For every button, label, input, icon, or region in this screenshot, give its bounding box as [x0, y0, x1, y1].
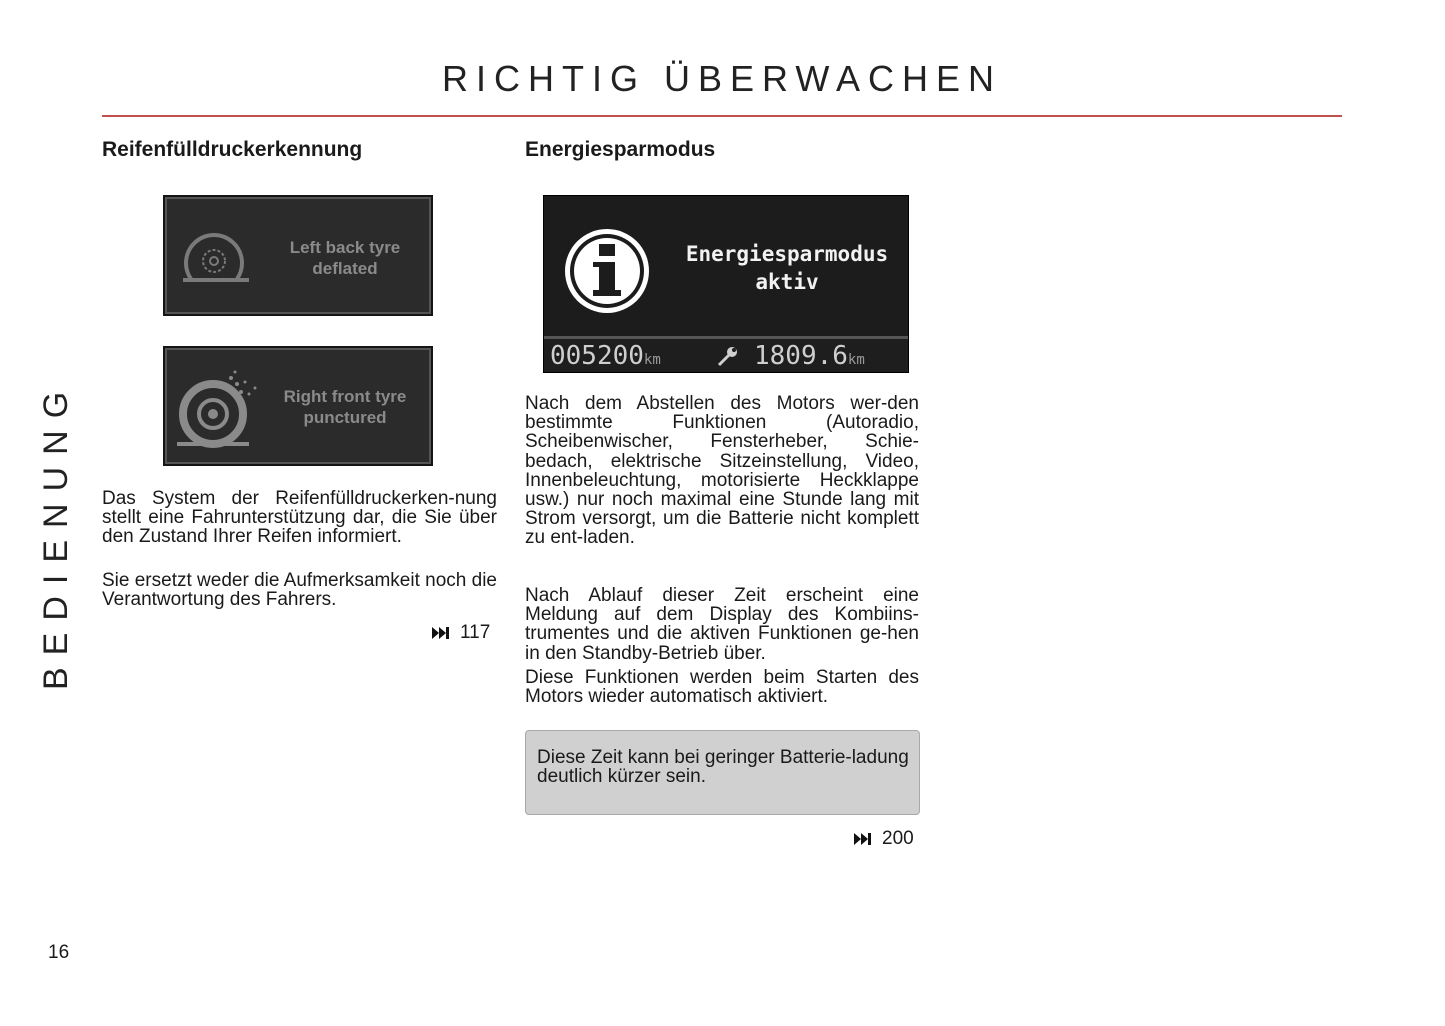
page-number: 16 — [48, 942, 70, 963]
tyre-deflated-icon — [181, 229, 251, 285]
energy-mode-line1: Energiesparmodus — [685, 242, 889, 266]
display-message-area — [544, 196, 908, 336]
service-distance-readout — [754, 342, 865, 370]
energy-mode-message — [672, 240, 902, 296]
service-distance-value: 1809.6 — [754, 341, 848, 371]
skip-forward-icon — [854, 833, 872, 845]
energy-mode-display — [543, 195, 909, 373]
tyre-deflated-line2: deflated — [312, 259, 378, 278]
odometer-value: 005200 — [550, 341, 644, 371]
service-distance-unit: km — [847, 352, 865, 368]
energy-saving-heading: Energiesparmodus — [525, 138, 716, 161]
tyre-page-reference[interactable] — [432, 622, 490, 644]
tyre-deflated-message — [265, 237, 425, 279]
tyre-punctured-message — [265, 386, 425, 428]
energy-functions-paragraph: Nach dem Abstellen des Motors wer-den bestimmte Funktionen (Autoradio, Scheibenwischer, Fensterheber, Schie-bedach, elektrische Sitzeinstellung, Video, Innenbeleuchtung, motorisierte Heckklappe usw.) nur noch maximal eine Stunde lang mit Strom versorgt, um die Batterie nicht komplett zu ent-laden. — [525, 393, 919, 549]
energy-reference-number: 200 — [882, 828, 914, 849]
info-icon — [562, 226, 652, 316]
battery-note-box — [525, 730, 920, 815]
tyre-deflated-line1: Left back tyre — [289, 238, 401, 257]
energy-restart-paragraph: Diese Funktionen werden beim Starten des Motors wieder automatisch aktiviert. — [525, 667, 919, 708]
tyre-punctured-screen — [163, 346, 433, 466]
odometer-unit: km — [643, 352, 661, 368]
side-section-label: BEDIENUNG — [37, 379, 75, 690]
wrench-icon — [716, 346, 738, 368]
tyre-reference-number: 117 — [460, 622, 491, 643]
battery-note-text: Diese Zeit kann bei geringer Batterie-ladung deutlich kürzer sein. — [537, 747, 909, 788]
tyre-punctured-line2: punctured — [303, 408, 387, 427]
title-divider — [102, 115, 1342, 117]
energy-standby-paragraph: Nach Ablauf dieser Zeit erscheint eine Meldung auf dem Display des Kombiins-trumentes und die aktiven Funktionen ge-hen in den Standby-Betrieb über. — [525, 585, 919, 664]
tyre-deflated-screen — [163, 195, 433, 316]
display-divider — [544, 336, 908, 339]
tyre-system-paragraph: Das System der Reifenfülldruckerken-nung stellt eine Fahrunterstützung dar, die Sie über den Zustand Ihrer Reifen informiert. — [102, 488, 497, 548]
energy-page-reference[interactable] — [854, 828, 914, 850]
page-title: RICHTIG ÜBERWACHEN — [441, 58, 1003, 99]
odometer-readout — [550, 342, 661, 370]
tyre-punctured-line1: Right front tyre — [283, 387, 407, 406]
energy-mode-line2: aktiv — [755, 270, 819, 294]
tyre-responsibility-paragraph: Sie ersetzt weder die Aufmerksamkeit noch die Verantwortung des Fahrers. — [102, 570, 497, 611]
tyre-pressure-heading: Reifenfülldruckerkennung — [102, 138, 363, 161]
tyre-punctured-icon — [171, 364, 263, 448]
skip-forward-icon — [432, 627, 450, 639]
